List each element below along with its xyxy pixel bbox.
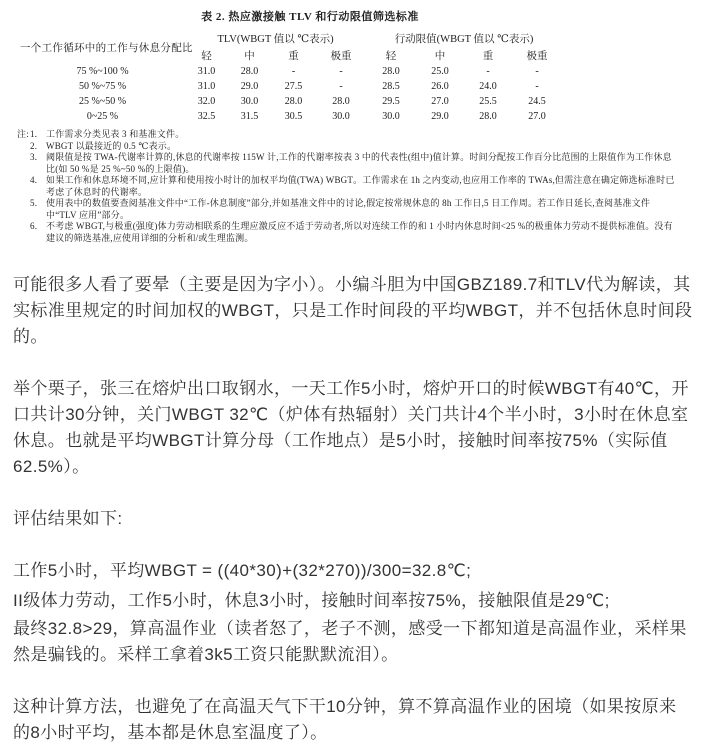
wbgt-value-cell: 29.0 xyxy=(240,81,259,92)
paragraph: 评估结果如下: xyxy=(13,509,123,528)
tlv-col-light: 轻 xyxy=(201,51,212,62)
paragraph: 这种计算方法，也避免了在高温天气下干10分钟，算不算高温作业的困境（如果按原来的8小时平均，基本都是休息室温度了）。 xyxy=(13,697,677,742)
note-prefix: 注: xyxy=(17,129,29,139)
wbgt-value-cell: 32.5 xyxy=(197,111,216,122)
note-row xyxy=(17,221,677,244)
paragraph: 可能很多人看了要晕（主要是因为字小）。小编斗胆为中国GBZ189.7和TLV代为解读，其实标准里规定的时间加权的WBGT，只是工作时间段的平均WBGT，并不包括休息时间段的。 xyxy=(13,275,693,346)
wbgt-value-cell: 24.5 xyxy=(528,96,546,107)
wbgt-value-cell: 24.0 xyxy=(479,81,497,92)
paragraph: 举个栗子，张三在熔炉出口取钢水，一天工作5小时，熔炉开口的时候WBGT有40℃，开口共计30分钟，关门WBGT 32℃（炉体有热辐射）关门共计4个半小时，3小时在休息室休息。也就是平均WBGT计算分母（工作地点）是5小时，接触时间率按75%（实际值62.5%）。 xyxy=(13,379,689,476)
wbgt-value-cell: - xyxy=(291,66,296,77)
wbgt-value-cell: 25.5 xyxy=(479,96,497,107)
wbgt-value-cell: 28.0 xyxy=(479,111,497,122)
wbgt-value-cell: - xyxy=(535,81,539,92)
paragraph: 工作5小时，平均WBGT = ((40*30)+(32*270))/300=32.8℃; xyxy=(13,561,472,580)
article-body xyxy=(13,272,693,746)
wbgt-value-cell: 32.0 xyxy=(197,96,216,107)
paragraph: 最终32.8>29，算高温作业（读者怒了，老子不测，感受一下都知道是高温作业，采样果然是骗钱的。采样工拿着3k5工资只能默默流泪）。 xyxy=(13,619,687,664)
table-row xyxy=(20,64,562,79)
row-label: 50 %~75 % xyxy=(78,81,127,92)
table-figure[interactable] xyxy=(0,0,705,244)
wbgt-value-cell: 27.0 xyxy=(528,111,546,122)
note-text: 工作需求分类见表 3 和基准文件。 xyxy=(46,129,185,139)
wbgt-value-cell: 26.0 xyxy=(431,81,449,92)
note-text: 如果工作和休息环境不同,应计算和使用按小时计的加权平均值(TWA) WBGT。工作需求在 1h 之内变动,也应用工作率的 TWAs,但需注意在确定筛选标准时已考虑了休息时的代谢率。 xyxy=(46,175,675,197)
table-row xyxy=(20,109,562,124)
note-number: 5. xyxy=(30,198,38,208)
table-row xyxy=(20,79,562,94)
note-prefix xyxy=(17,152,30,175)
note-row xyxy=(17,175,677,198)
note-number: 4. xyxy=(30,175,38,185)
wbgt-value-cell: - xyxy=(339,81,343,92)
wbgt-value-cell: 29.0 xyxy=(431,111,449,122)
al-col-heavy: 重 xyxy=(482,51,494,62)
row-label: 25 %~50 % xyxy=(78,96,127,107)
action-limit-group-header: 行动限值(WBGT 值以 ℃表示) xyxy=(394,34,534,45)
note-number: 6. xyxy=(30,221,38,231)
tlv-col-very-heavy: 极重 xyxy=(330,51,352,62)
note-text: 不考虑 WBGT,与极重(强度)体力劳动相联系的生理应激反应不适于劳动者,所以对连续工作的和 1 小时内休息时间<25 %的极重体力劳动不提供标准值。没有建议的筛选基准,应使用详细的分析和/或生理监测。 xyxy=(46,221,673,243)
wbgt-value-cell: 30.0 xyxy=(332,111,350,122)
wbgt-value-cell: - xyxy=(486,66,490,77)
table-row xyxy=(20,94,562,109)
wbgt-value-cell: 28.0 xyxy=(332,96,350,107)
table-notes xyxy=(17,129,677,244)
wbgt-value-cell: 27.0 xyxy=(431,96,449,107)
tlv-col-moderate: 中 xyxy=(244,51,255,62)
wbgt-value-cell: 30.0 xyxy=(382,111,400,122)
row-label: 75 %~100 % xyxy=(76,66,129,77)
note-row xyxy=(17,152,677,175)
note-number: 3. xyxy=(30,152,38,162)
wbgt-value-cell: 31.0 xyxy=(197,81,216,92)
wbgt-value-cell: 25.0 xyxy=(431,66,449,77)
wbgt-value-cell: 28.0 xyxy=(240,66,259,77)
note-prefix xyxy=(17,198,30,221)
wbgt-value-cell: 30.5 xyxy=(284,111,303,122)
note-text: 阈限值是按 TWA-代谢率计算的,休息的代谢率按 115W 计,工作的代谢率按表 3 中的代表性(组中)值计算。时间分配按工作百分比范围的上限值作为工作休息比(如 50 %是 25 %~50 %的上限值)。 xyxy=(46,152,672,174)
wbgt-value-cell: 30.0 xyxy=(240,96,259,107)
wbgt-value-cell: 28.0 xyxy=(382,66,400,77)
al-col-very-heavy: 极重 xyxy=(526,51,548,62)
wbgt-value-cell: - xyxy=(339,66,343,77)
row-label: 0~25 % xyxy=(86,111,119,122)
wbgt-value-cell: 31.5 xyxy=(240,111,259,122)
tlv-col-heavy: 重 xyxy=(288,51,299,62)
note-prefix xyxy=(17,221,30,244)
tlv-group-header: TLV(WBGT 值以 ℃表示) xyxy=(217,34,334,45)
wbgt-value-cell: 27.5 xyxy=(284,81,303,92)
note-row xyxy=(17,129,677,141)
wbgt-limits-table xyxy=(20,30,562,124)
wbgt-value-cell: - xyxy=(535,66,539,77)
table-title: 表 2. 热应激接触 TLV 和行动限值筛选标准 xyxy=(201,11,419,23)
note-prefix xyxy=(17,175,30,198)
note-text: 使用表中的数值要查阅基准文件中“工作-休息制度”部分,并如基准文件中的讨论,假定按常规休息的 8h 工作日,5 日工作周。若工作日延长,查阅基准文件中“TLV 应用”部分。 xyxy=(46,198,651,220)
wbgt-value-cell: 28.5 xyxy=(382,81,400,92)
work-rest-ratio-header: 一个工作循环中的工作与休息分配比 xyxy=(20,42,193,54)
note-number: 1. xyxy=(30,129,38,139)
paragraph: II级体力劳动，工作5小时，休息3小时，接触时间率按75%，接触限值是29℃; xyxy=(13,591,610,610)
al-col-moderate: 中 xyxy=(434,51,446,62)
wbgt-value-cell: 31.0 xyxy=(197,66,216,77)
note-text: WBGT 以最接近的 0.5 ℃表示。 xyxy=(46,140,177,151)
note-row xyxy=(17,198,677,221)
note-prefix xyxy=(17,141,30,153)
al-col-light: 轻 xyxy=(385,51,397,62)
wbgt-value-cell: 29.5 xyxy=(382,96,400,107)
note-number: 2. xyxy=(30,140,38,151)
note-row xyxy=(17,141,677,153)
wbgt-value-cell: 28.0 xyxy=(284,96,303,107)
